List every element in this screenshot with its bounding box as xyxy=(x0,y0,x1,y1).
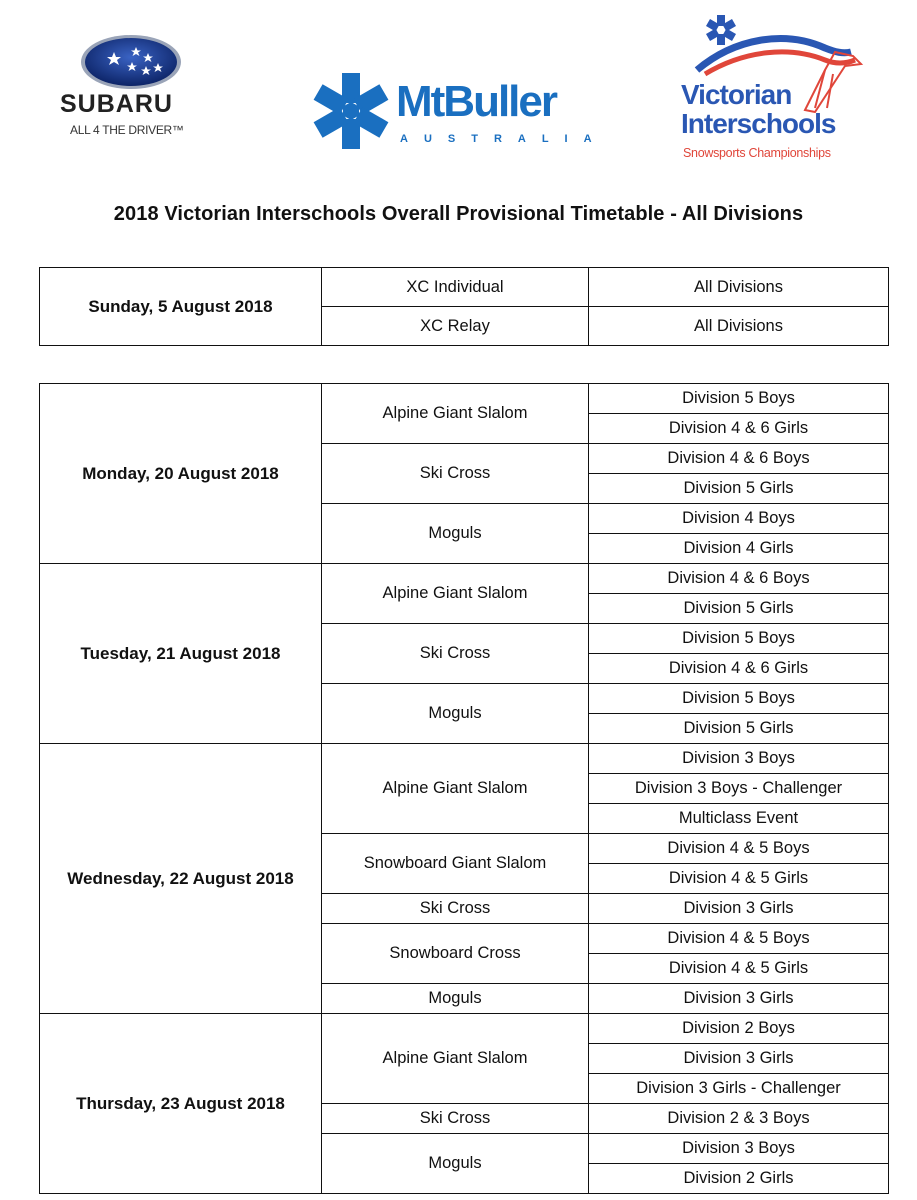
division-cell: Division 4 Boys xyxy=(589,504,889,534)
event-cell: Snowboard Cross xyxy=(322,924,589,984)
division-cell: Division 3 Girls xyxy=(589,984,889,1014)
table-row xyxy=(40,384,889,414)
event-cell: Ski Cross xyxy=(322,894,589,924)
division-cell: Division 4 & 6 Girls xyxy=(589,654,889,684)
mtbuller-sub: AUSTRALIA xyxy=(400,133,608,145)
division-cell: Division 3 Boys - Challenger xyxy=(589,774,889,804)
table-row xyxy=(40,1014,889,1044)
vis-line3: Snowsports Championships xyxy=(683,146,831,160)
event-cell: Alpine Giant Slalom xyxy=(322,564,589,624)
division-cell: Division 2 & 3 Boys xyxy=(589,1104,889,1134)
subaru-wordmark: SUBARU xyxy=(60,90,173,118)
day-cell: Thursday, 23 August 2018 xyxy=(40,1014,322,1194)
division-cell: Division 3 Girls - Challenger xyxy=(589,1074,889,1104)
division-cell: Division 4 & 5 Boys xyxy=(589,834,889,864)
division-cell: Division 4 Girls xyxy=(589,534,889,564)
vis-line1: Victorian xyxy=(681,79,792,110)
event-cell: Ski Cross xyxy=(322,624,589,684)
page-title: 2018 Victorian Interschools Overall Provisional Timetable - All Divisions xyxy=(113,203,804,225)
event-cell: Moguls xyxy=(322,504,589,564)
event-cell: Alpine Giant Slalom xyxy=(322,384,589,444)
event-cell: Moguls xyxy=(322,984,589,1014)
division-cell: Division 4 & 6 Boys xyxy=(589,444,889,474)
day-cell: Wednesday, 22 August 2018 xyxy=(40,744,322,1014)
division-cell: Division 2 Boys xyxy=(589,1014,889,1044)
subaru-logo xyxy=(58,30,208,145)
division-cell: Division 5 Boys xyxy=(589,624,889,654)
event-cell: Snowboard Giant Slalom xyxy=(322,834,589,894)
event-cell: XC Individual xyxy=(322,268,589,307)
division-cell: Division 3 Boys xyxy=(589,744,889,774)
division-cell: Division 5 Girls xyxy=(589,594,889,624)
event-cell: Alpine Giant Slalom xyxy=(322,1014,589,1104)
event-cell: Moguls xyxy=(322,684,589,744)
victorian-interschools-logo xyxy=(675,8,875,168)
event-cell: XC Relay xyxy=(322,307,589,346)
subaru-tagline: ALL 4 THE DRIVER™ xyxy=(70,123,184,137)
division-cell: Division 5 Boys xyxy=(589,684,889,714)
table-row xyxy=(40,268,889,307)
division-cell: Division 4 & 5 Boys xyxy=(589,924,889,954)
division-cell: Division 4 & 5 Girls xyxy=(589,954,889,984)
table-row xyxy=(40,564,889,594)
division-cell: All Divisions xyxy=(589,268,889,307)
division-cell: Division 4 & 5 Girls xyxy=(589,864,889,894)
sunday-table xyxy=(39,267,889,346)
event-cell: Alpine Giant Slalom xyxy=(322,744,589,834)
division-cell: Division 5 Girls xyxy=(589,714,889,744)
mtbuller-wordmark: MtBuller xyxy=(396,77,556,126)
vis-line2: Interschools xyxy=(681,108,836,139)
division-cell: All Divisions xyxy=(589,307,889,346)
division-cell: Division 2 Girls xyxy=(589,1164,889,1194)
snowflake-icon xyxy=(310,70,392,152)
day-cell: Monday, 20 August 2018 xyxy=(40,384,322,564)
timetable xyxy=(39,383,889,1194)
mtbuller-logo xyxy=(310,68,608,163)
division-cell: Division 3 Boys xyxy=(589,1134,889,1164)
division-cell: Division 4 & 6 Girls xyxy=(589,414,889,444)
division-cell: Division 3 Girls xyxy=(589,1044,889,1074)
division-cell: Division 4 & 6 Boys xyxy=(589,564,889,594)
division-cell: Division 3 Girls xyxy=(589,894,889,924)
timetable-body xyxy=(40,384,889,1194)
table-row xyxy=(40,744,889,774)
division-cell: Multiclass Event xyxy=(589,804,889,834)
event-cell: Ski Cross xyxy=(322,1104,589,1134)
event-cell: Ski Cross xyxy=(322,444,589,504)
division-cell: Division 5 Girls xyxy=(589,474,889,504)
day-cell: Tuesday, 21 August 2018 xyxy=(40,564,322,744)
event-cell: Moguls xyxy=(322,1134,589,1194)
day-cell: Sunday, 5 August 2018 xyxy=(40,268,322,346)
division-cell: Division 5 Boys xyxy=(589,384,889,414)
